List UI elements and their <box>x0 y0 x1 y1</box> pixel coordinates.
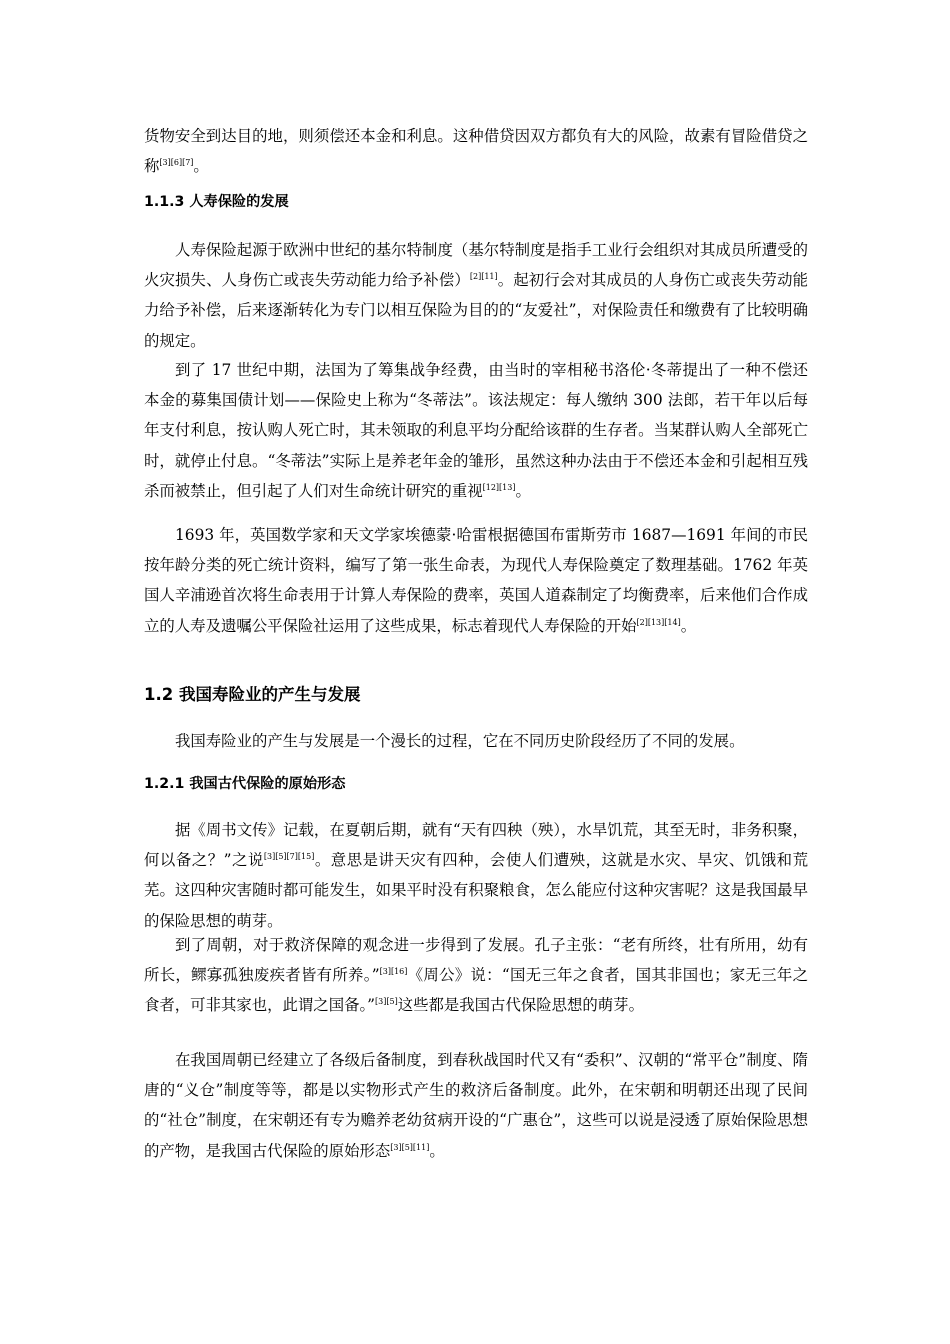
paragraph-life-table <box>144 520 808 641</box>
paragraph-text: 。意思是讲天灾有四种，会使人们遭殃，这就是水灾、旱灾、饥饿和荒芜。这四种灾害随时都可能发生，如果平时没有积聚粮食，怎么能应付这种灾害呢？这是我国最早的保险思想的萌芽。 <box>144 851 808 930</box>
paragraph-text: 人寿保险起源于欧洲中世纪的基尔特制度（基尔特制度是指手工业行会组织对其成员所遭受的火灾损失、人身伤亡或丧失劳动能力给予补偿） <box>144 241 808 290</box>
citation: [2][11] <box>469 272 498 282</box>
section-heading-1-1-3: 1.1.3 人寿保险的发展 <box>144 194 289 210</box>
citation: [12][13] <box>482 482 516 492</box>
paragraph-text: 。 <box>429 1141 445 1160</box>
citation: [2][13][14] <box>636 617 681 627</box>
citation: [3][6][7] <box>159 158 194 168</box>
citation: [3][16] <box>379 967 408 977</box>
section-heading-1-2: 1.2 我国寿险业的产生与发展 <box>144 685 361 704</box>
paragraph-tontine <box>144 355 808 506</box>
paragraph-text: 。 <box>193 157 209 176</box>
paragraph-text: 在我国周朝已经建立了各级后备制度，到春秋战国时代又有“委积”、汉朝的“常平仓”制度、隋唐的“义仓”制度等等，都是以实物形式产生的救济后备制度。此外，在宋朝和明朝还出现了民间的“社仓”制度，在宋朝还有专为赡养老幼贫病开设的“广惠仓”，这些可以说是浸透了原始保险思想的产物，是我国古代保险的原始形态 <box>144 1051 808 1160</box>
paragraph-xia-dynasty <box>144 815 808 936</box>
citation: [3][5][11] <box>390 1142 430 1152</box>
citation: [3][5] <box>375 997 398 1007</box>
paragraph-text: 据《周书文传》记载，在夏朝后期，就有“天有四秧（殃），水旱饥荒，其至无时，非务积聚，何以备之？”之说 <box>144 821 808 870</box>
paragraph-china-overview: 我国寿险业的产生与发展是一个漫长的过程，它在不同历史阶段经历了不同的发展。 <box>175 732 745 750</box>
section-heading-1-2-1: 1.2.1 我国古代保险的原始形态 <box>144 776 346 792</box>
paragraph-reserve-systems <box>144 1045 808 1166</box>
paragraph-text: 1693 年，英国数学家和天文学家埃德蒙·哈雷根据德国布雷斯劳市 1687—1691 年间的市民按年龄分类的死亡统计资料，编写了第一张生命表，为现代人寿保险奠定了数理基础。1762 年英国人辛浦逊首次将生命表用于计算人寿保险的费率，英国人道森制定了均衡费率，后来他们合作成立的人寿及遗嘱公平保险社运用了这些成果，标志着现代人寿保险的开始 <box>144 526 808 635</box>
paragraph-text: 《周公》说：“国无三年之食者，国其非国也；家无三年之食者，可非其家也，此谓之国备。” <box>144 966 808 1015</box>
citation: [3][5][7][15] <box>263 852 315 862</box>
paragraph-life-insurance-origin <box>144 235 808 356</box>
paragraph-text: 这些都是我国古代保险思想的萌芽。 <box>397 996 644 1015</box>
paragraph-text: 。起初行会对其成员的人身伤亡或丧失劳动能力给予补偿，后来逐渐转化为专门以相互保险为目的的“友爱社”，对保险责任和缴费有了比较明确的规定。 <box>144 271 808 350</box>
paragraph-text: 货物安全到达目的地，则须偿还本金和利息。这种借贷因双方都负有大的风险，故素有冒险借贷之称 <box>144 127 808 176</box>
paragraph-text: 到了 17 世纪中期，法国为了筹集战争经费，由当时的宰相秘书洛伦·冬蒂提出了一种不偿还本金的募集国债计划——保险史上称为“冬蒂法”。该法规定：每人缴纳 300 法郎，若干年以后每年支付利息，按认购人死亡时，其未领取的利息平均分配给该群的生存者。当某群认购人全部死亡时，就停止付息。“冬蒂法”实际上是养老年金的雏形，虽然这种办法由于不偿还本金和引起相互残杀而被禁止，但引起了人们对生命统计研究的重视 <box>144 361 808 500</box>
paragraph-text: 。 <box>680 616 697 635</box>
paragraph-zhou-dynasty <box>144 930 808 1021</box>
paragraph-text: 。 <box>515 481 531 500</box>
paragraph-text: 到了周朝，对于救济保障的观念进一步得到了发展。孔子主张：“老有所终，壮有所用，幼有所长，鳏寡孤独废疾者皆有所养。” <box>144 936 808 985</box>
paragraph-intro <box>144 121 808 181</box>
